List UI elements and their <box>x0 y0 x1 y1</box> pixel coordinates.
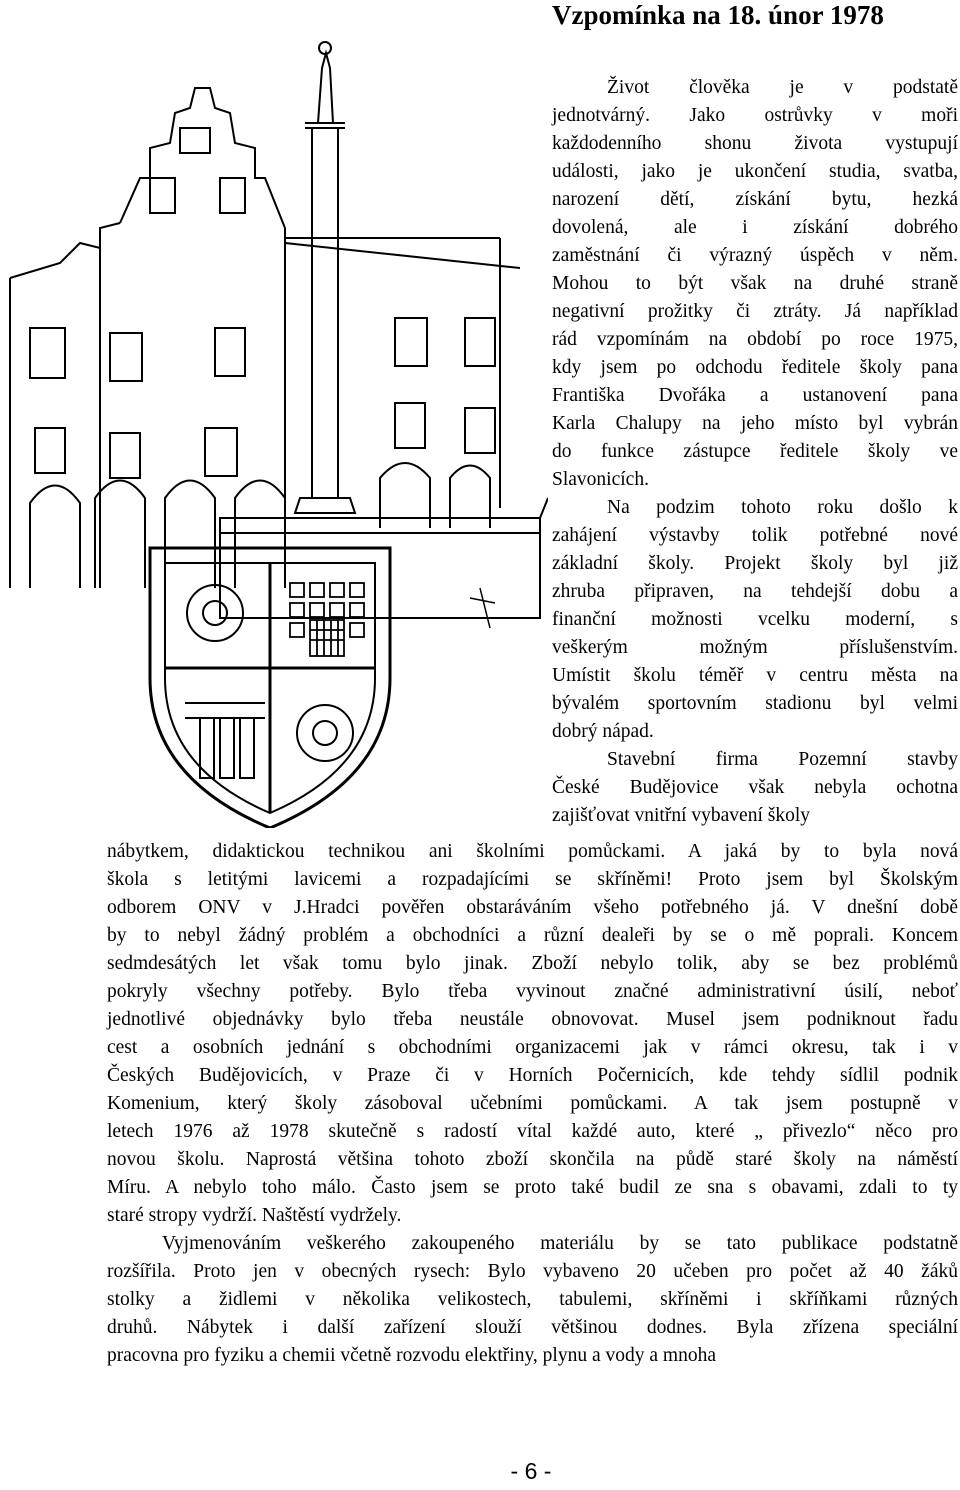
text-line: Míru. A nebylo toho málo. Často jsem se proto také budil ze sna s obavami, zdali to ty <box>107 1177 958 1198</box>
text-line: narození dětí, získání bytu, hezká <box>552 189 958 210</box>
text-line: Českých Budějovicích, v Praze či v Horních Počernicích, kde tehdy sídlil podnik <box>107 1065 958 1086</box>
paragraph <box>552 74 958 494</box>
text-line: Stavební firma Pozemní stavby <box>607 749 958 770</box>
text-line: Komenium, který školy zásoboval učebními pomůckami. A tak jsem postupně v <box>107 1093 958 1114</box>
text-line: dobrý nápad. <box>552 721 654 742</box>
paragraph <box>552 746 958 830</box>
text-line: škola s letitými lavicemi a rozpadajícími se skříněmi! Proto jsem byl Školským <box>107 869 958 890</box>
page-number: - 6 - <box>510 1458 552 1484</box>
text-line: Život člověka je v podstatě <box>607 77 958 98</box>
text-line: pracovna pro fyziku a chemii včetně rozvodu elektřiny, plynu a vody a mnoha <box>107 1345 716 1366</box>
text-line: odborem ONV v J.Hradci pověřen obstaráváním všeho potřebného já. V dnešní době <box>107 897 958 918</box>
text-line: dovolená, ale i získání dobrého <box>552 217 958 238</box>
text-line: negativní prožitky či ztráty. Já například <box>552 301 958 322</box>
text-line: Slavonicích. <box>552 469 649 490</box>
text-line: základní školy. Projekt školy byl již <box>552 553 958 574</box>
text-line: Umístit školu téměř v centru města na <box>552 665 958 686</box>
text-line: Na podzim tohoto roku došlo k <box>607 497 958 518</box>
text-line: bývalém sportovním stadionu byl velmi <box>552 693 958 714</box>
intro-column-text <box>552 74 958 830</box>
text-line: finanční možnosti vcelku moderní, s <box>552 609 958 630</box>
text-line: Mohou to být však na druhé straně <box>552 273 958 294</box>
text-line: každodenního shonu života vystupují <box>552 133 958 154</box>
text-line: kdy jsem po odchodu ředitele školy pana <box>552 357 958 378</box>
text-line: pokryly všechny potřeby. Bylo třeba vyvinout značné administrativní úsilí, neboť <box>107 981 958 1002</box>
text-line: do funkce zástupce ředitele školy ve <box>552 441 958 462</box>
text-line: České Budějovice však nebyla ochotna <box>552 777 958 798</box>
text-line: letech 1976 až 1978 skutečně s radostí vítal každé auto, které „ přivezlo“ něco pro <box>107 1121 958 1142</box>
text-line: zaměstnání či výrazný úspěch v něm. <box>552 245 958 266</box>
text-line: druhů. Nábytek i další zařízení slouží většinou dodnes. Byla zřízena speciální <box>107 1317 958 1338</box>
text-line: rozšířila. Proto jen v obecných rysech: Bylo vybaveno 20 učeben pro počet až 40 žáků <box>107 1261 958 1282</box>
text-line: veškerým možným příslušenstvím. <box>552 637 958 658</box>
town-square-illustration <box>0 28 548 828</box>
text-line: zhruba připraven, na tehdejší dobu a <box>552 581 958 602</box>
paragraph <box>107 838 958 1230</box>
text-line: sedmdesátých let však tomu bylo jinak. Zboží nebylo tolik, aby se bez problémů <box>107 953 958 974</box>
text-line: jednotlivé objednávky bylo třeba neustále obnovovat. Musel jsem podniknout řadu <box>107 1009 958 1030</box>
text-line: události, jako je ukončení studia, svatba, <box>552 161 958 182</box>
text-line: rád vzpomínám na období po roce 1975, <box>552 329 958 350</box>
paragraph <box>552 494 958 746</box>
text-line: staré stropy vydrží. Naštěstí vydržely. <box>107 1205 402 1226</box>
text-line: by to nebyl žádný problém a obchodníci a různí dealeři by se o mě poprali. Koncem <box>107 925 958 946</box>
text-line: Vyjmenováním veškerého zakoupeného materiálu by se tato publikace podstatně <box>162 1233 958 1254</box>
text-line: novou školu. Naprostá většina tohoto zboží skončila na půdě staré školy na náměstí <box>107 1149 958 1170</box>
text-line: stolky a židlemi v několika velikostech, tabulemi, skříněmi i skříňkami různých <box>107 1289 958 1310</box>
paragraph <box>107 1230 958 1370</box>
text-line: Františka Dvořáka a ustanovení pana <box>552 385 958 406</box>
text-line: jednotvárný. Jako ostrůvky v moři <box>552 105 958 126</box>
page-title: Vzpomínka na 18. únor 1978 <box>552 0 884 30</box>
text-line: zajišťovat vnitřní vybavení školy <box>552 805 810 826</box>
main-body-text <box>107 838 958 1370</box>
text-line: zahájení výstavby tolik potřebné nové <box>552 525 958 546</box>
text-line: cest a osobních jednání s obchodními organizacemi jak v rámci okresu, tak i v <box>107 1037 958 1058</box>
text-line: nábytkem, didaktickou technikou ani školními pomůckami. A jaká by to byla nová <box>107 841 958 862</box>
text-line: Karla Chalupy na jeho místo byl vybrán <box>552 413 958 434</box>
